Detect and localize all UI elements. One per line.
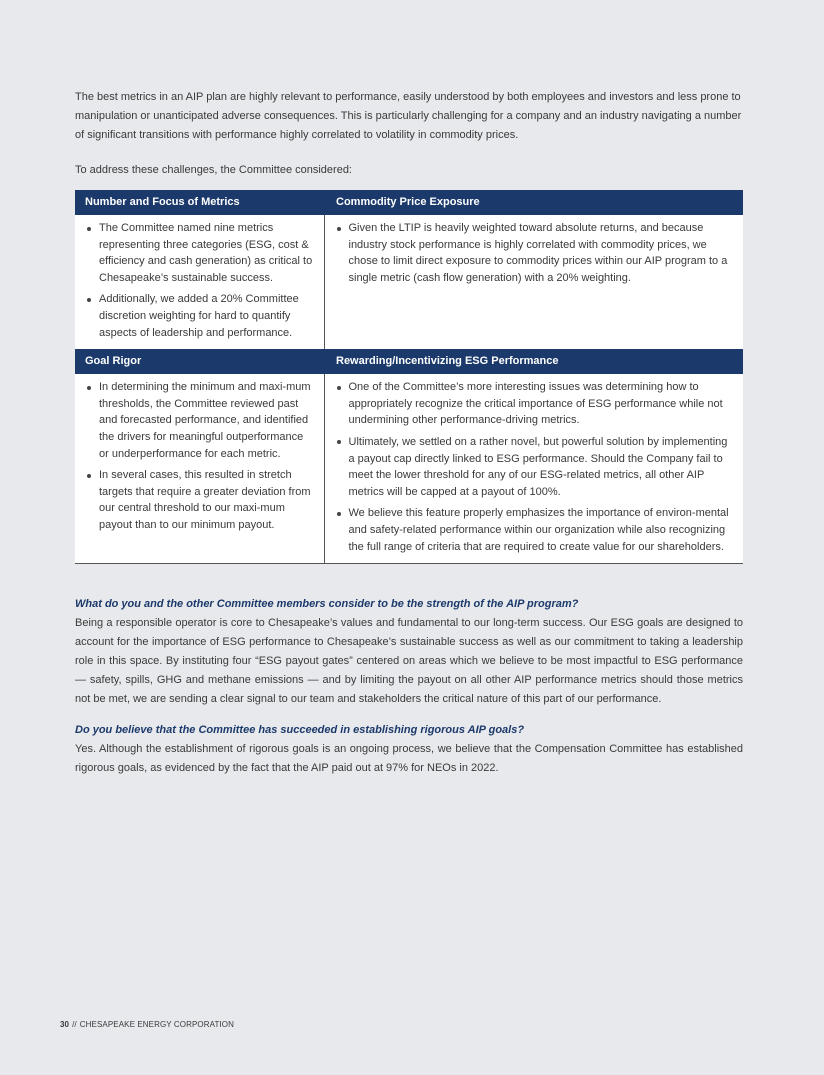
list-item: In several cases, this resulted in stretch targets that require a greater deviation from our central threshold to our maxi-mum payout than to our minimum payout. — [85, 467, 316, 533]
question-rigorous-goals: Do you believe that the Committee has succeeded in establishing rigorous AIP goals? — [75, 724, 525, 737]
cell-commodity-exposure — [324, 215, 743, 350]
list-item: Ultimately, we settled on a rather novel, but powerful solution by implementing a payout cap directly linked to ESG performance. Should the Company fail to meet the lower threshold for any of our ESG-related metrics, all other AIP metrics will be capped at a payout of 100%. — [335, 434, 736, 500]
list-item: Given the LTIP is heavily weighted toward absolute returns, and because industry stock performance is highly correlated with commodity prices, we chose to limit direct exposure to commodity prices within our AIP program to a single metric (cash flow generation) with a 20% weighting. — [335, 220, 736, 286]
list-item: In determining the minimum and maxi-mum thresholds, the Committee reviewed past and forecasted performance, and identified the drivers for meaningful outperformance or underperformance for each metric. — [85, 379, 316, 462]
list-item: Additionally, we added a 20% Committee discretion weighting for hard to quantify aspects of leadership and performance. — [85, 291, 316, 341]
footer-separator: // — [72, 1020, 77, 1029]
cell-goal-rigor — [75, 374, 324, 564]
cell-number-focus — [75, 215, 324, 350]
answer-aip-strength: Being a responsible operator is core to Chesapeake’s values and fundamental to our long-term success. Our ESG goals are designed to account for the importance of ESG performance to Chesapeake’s sustainable success as well as our commitment to taking a leadership role in this space. By instituting four “ESG payout gates” centered on areas which we believe to be most impactful to ESG performance — safety, spills, GHG and methane emissions — and by limiting the payout on all other AIP performance metrics should those metrics not be met, we are sending a clear signal to our team and stakeholders the critical nature of this part of our performance. — [75, 617, 743, 706]
header-goal-rigor: Goal Rigor — [75, 349, 324, 374]
list-item: One of the Committee’s more interesting issues was determining how to appropriately recognize the critical importance of ESG performance while not undermining other performance-driving metrics. — [335, 379, 736, 429]
list-item: The Committee named nine metrics representing three categories (ESG, cost & efficiency and cash generation) as critical to Chesapeake’s sustainable success. — [85, 220, 316, 286]
header-commodity-exposure: Commodity Price Exposure — [324, 190, 743, 215]
page-content — [75, 88, 743, 778]
question-aip-strength: What do you and the other Committee members consider to be the strength of the AIP program? — [75, 598, 579, 611]
list-item: We believe this feature properly emphasizes the importance of environ-mental and safety-related performance within our organization while also recognizing the full range of criteria that are required to create value for our shareholders. — [335, 505, 736, 555]
lead-paragraph: To address these challenges, the Committee considered: — [75, 164, 352, 176]
header-esg-performance: Rewarding/Incentivizing ESG Performance — [324, 349, 743, 374]
intro-paragraph: The best metrics in an AIP plan are highly relevant to performance, easily understood by both employees and investors and less prone to manipulation or unanticipated adverse consequences. This is particularly challenging for a company and an industry navigating a number of significant transitions with performance highly correlated to volatility in commodity prices. — [75, 91, 742, 141]
header-number-focus: Number and Focus of Metrics — [75, 190, 324, 215]
page-number: 30 — [60, 1020, 70, 1029]
cell-esg-performance — [324, 374, 743, 564]
company-name: CHESAPEAKE ENERGY CORPORATION — [79, 1020, 234, 1029]
page-footer — [60, 1020, 234, 1029]
answer-rigorous-goals: Yes. Although the establishment of rigorous goals is an ongoing process, we believe that the Compensation Committee has established rigorous goals, as evidenced by the fact that the AIP paid out at 97% for NEOs in 2022. — [75, 743, 743, 775]
considerations-table — [75, 190, 743, 564]
